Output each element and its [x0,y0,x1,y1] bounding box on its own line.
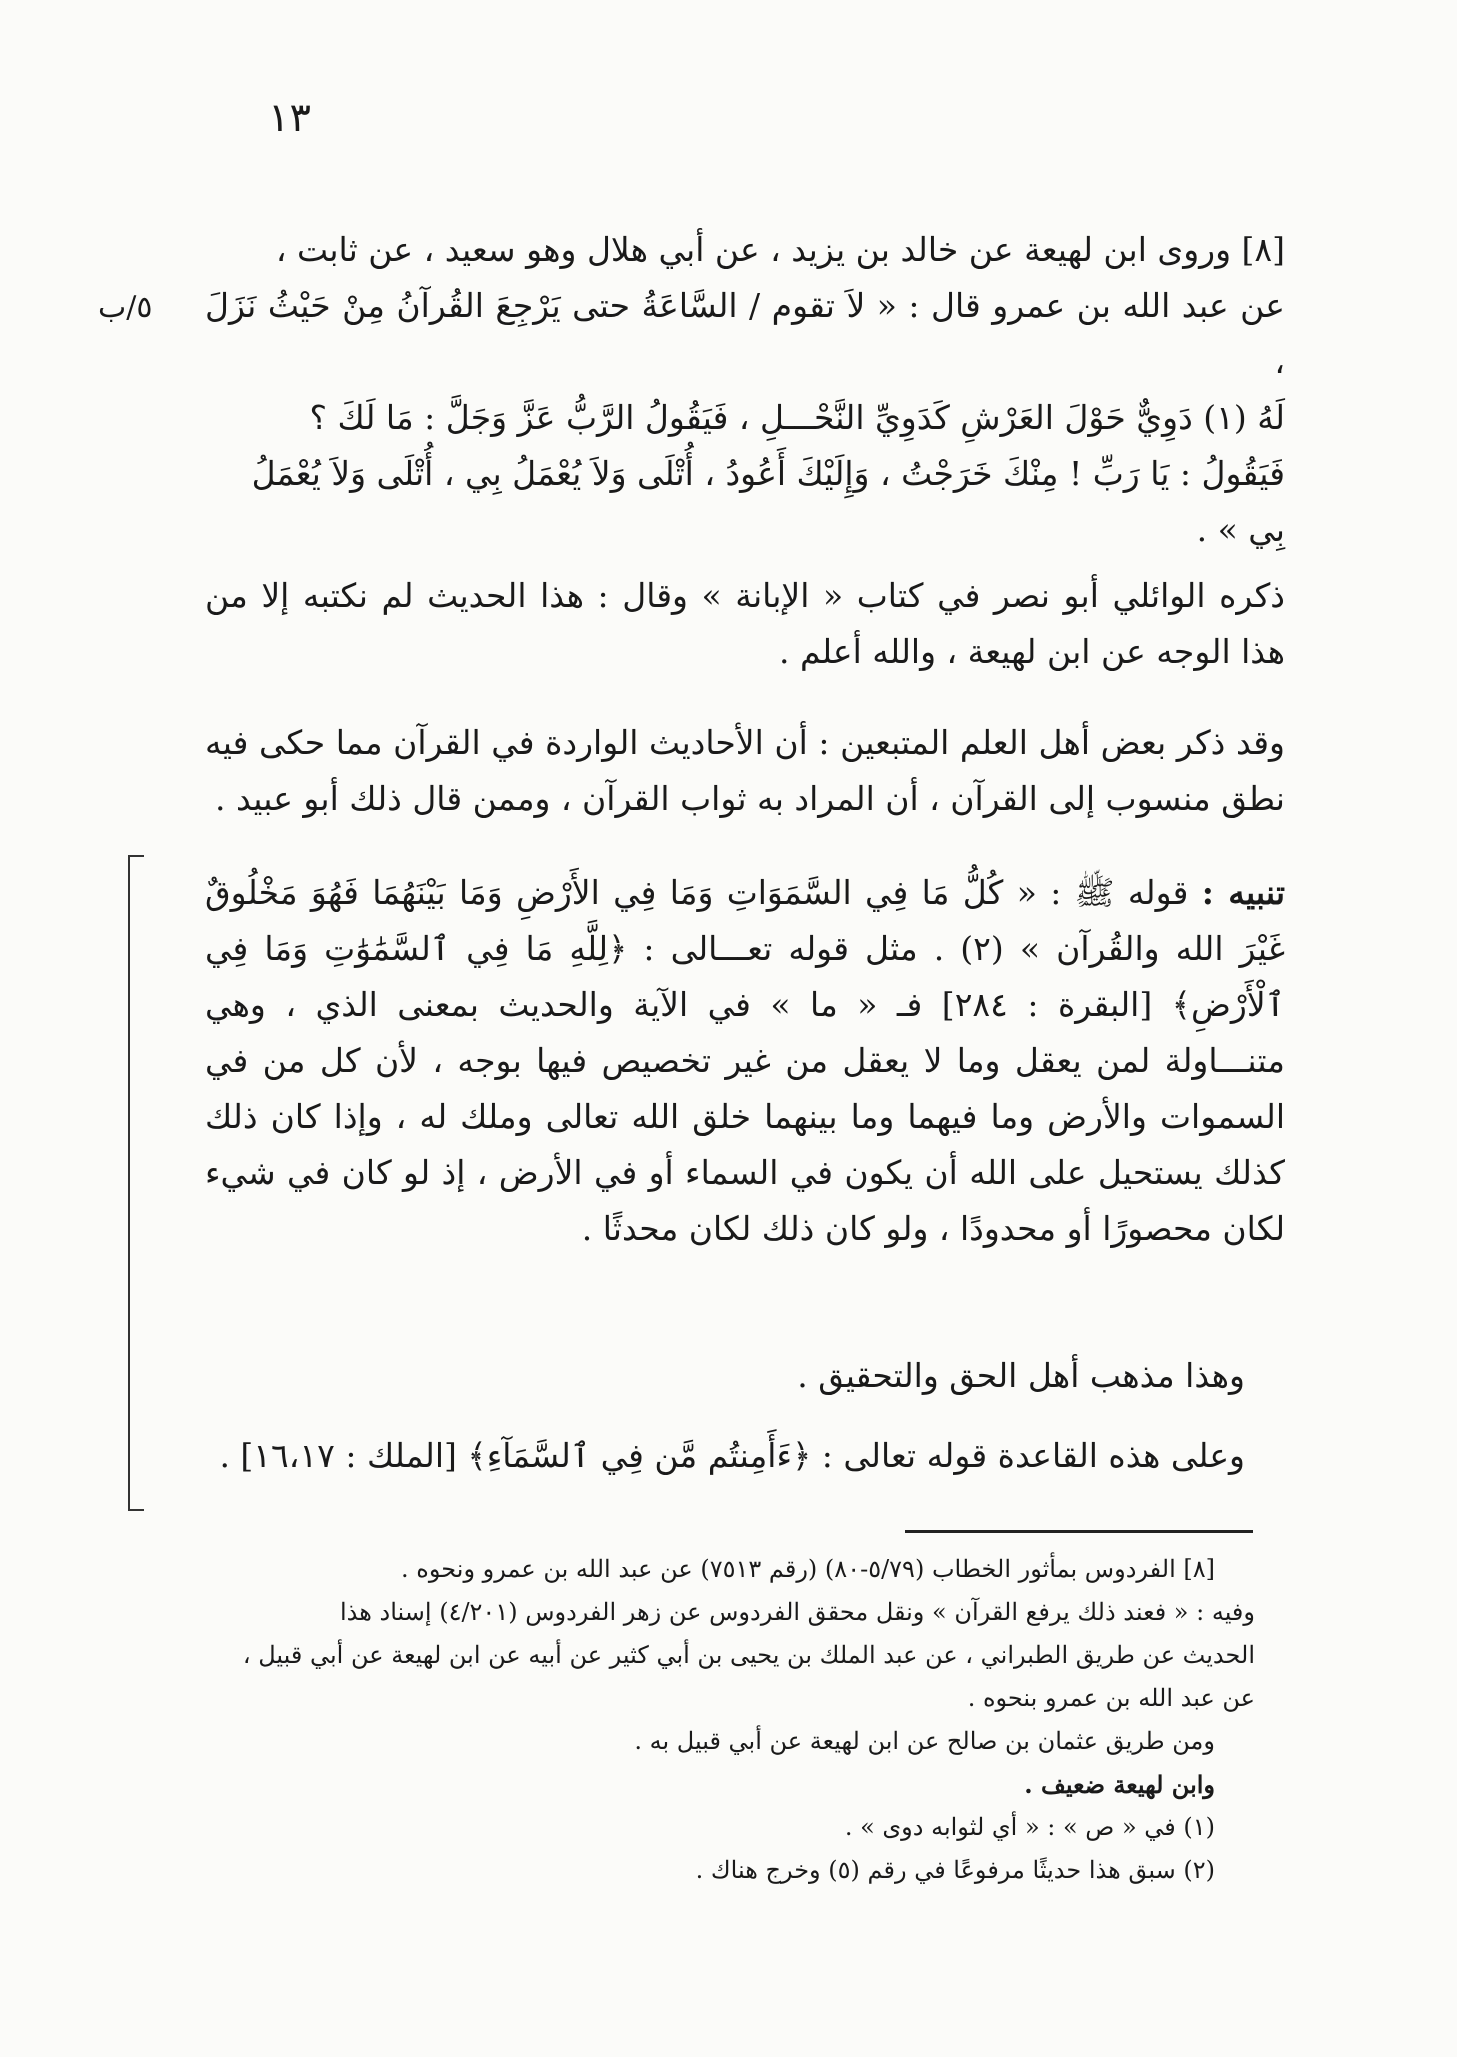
footnote-1: (١) في « ص » : « أي لثوابه دوى » . [844,1813,1215,1841]
footnote-8-line-1: [٨] الفردوس بمأثور الخطاب (٥/٧٩-٨٠) (رقم ٧٥١٣) عن عبد الله بن عمرو ونحوه . [401,1555,1215,1583]
footnote-divider [905,1530,1253,1533]
scholars-paragraph [205,715,1285,827]
source-text: ذكره الوائلي أبو نصر في كتاب « الإبانة » وقال : هذا الحديث لم نكتبه إلا من هذا الوجه عن ابن لهيعة ، والله أعلم . [205,576,1285,671]
hadith-line-1: [٨] وروى ابن لهيعة عن خالد بن يزيد ، عن أبي هلال وهو سعيد ، عن ثابت ، [275,230,1285,269]
tanbih-block [205,865,1285,1257]
source-paragraph [205,568,1285,680]
tanbih-paragraph [205,865,1285,1257]
qaida-paragraph [205,1428,1285,1484]
hadith-line-3: لَهُ (١) دَوِيٌّ حَوْلَ العَرْشِ كَدَوِيِّ النَّحْـــلِ ، فَيَقُولُ الرَّبُّ عَزَّ وَجَلَّ : مَا لَكَ ؟ [309,398,1285,437]
footnotes-section [170,1548,1255,1892]
scholars-text: وقد ذكر بعض أهل العلم المتبعين : أن الأحاديث الواردة في القرآن مما حكى فيه نطق منسوب إلى القرآن ، أن المراد به ثواب القرآن ، وممن قال ذلك أبو عبيد . [205,723,1285,818]
footnote-8-line-2: وفيه : « فعند ذلك يرفع القرآن » ونقل محقق الفردوس عن زهر الفردوس (٤/٢٠١) إسناد هذا [340,1598,1255,1626]
footnote-8-line-4: عن عبد الله بن عمرو بنحوه . [967,1684,1255,1712]
footnote-8-line-5: ومن طريق عثمان بن صالح عن ابن لهيعة عن أبي قبيل به . [634,1727,1215,1755]
madhhab-paragraph [205,1348,1285,1404]
hadith-paragraph [205,222,1285,558]
tanbih-label: تنبيه : [1201,873,1286,912]
hadith-line-4: فَيَقُولُ : يَا رَبِّ ! مِنْكَ خَرَجْتُ ، وَإِلَيْكَ أَعُودُ ، أُتْلَى وَلاَ يُعْمَلُ بِي ، أُتْلَى وَلاَ يُعْمَلُ [251,454,1285,493]
hadith-line-5: بِي » . [1196,510,1285,549]
footnote-8-line-6: وابن لهيعة ضعيف . [1024,1770,1215,1799]
footnote-8-line-3: الحديث عن طريق الطبراني ، عن عبد الملك بن يحيى بن أبي كثير عن أبيه عن ابن لهيعة عن أبي قبيل ، [242,1641,1255,1669]
footnote-2: (٢) سبق هذا حديثًا مرفوعًا في رقم (٥) وخرج هناك . [695,1856,1215,1884]
madhhab-text: وهذا مذهب أهل الحق والتحقيق . [797,1356,1245,1395]
margin-folio-note: ٥/ب [98,290,153,325]
margin-bracket [128,855,144,1511]
qaida-text: وعلى هذه القاعدة قوله تعالى : ﴿ءَأَمِنتُم مَّن فِي ٱلسَّمَآءِ﴾ [الملك : ١٦،١٧] . [219,1436,1245,1475]
tanbih-text: قوله ﷺ : « كُلُّ مَا فِي السَّمَوَاتِ وَمَا فِي الأَرْضِ وَمَا بَيْنَهُمَا فَهُوَ مَخْلُوقٌ غَيْرَ الله والقُرآن » (٢) . مثل قوله تعـــالى : ﴿لِلَّهِ مَا فِي ٱلسَّمَٰوَٰتِ وَمَا فِي ٱلْأَرْضِ﴾ [البقرة : ٢٨٤] فـ « ما » في الآية والحديث بمعنى الذي ، وهي متنـــاولة لمن يعقل وما لا يعقل من غير تخصيص فيها بوجه ، لأن كل من في السموات والأرض وما فيهما وما بينهما خلق الله تعالى وملك له ، وإذا كان ذلك كذلك يستحيل على الله أن يكون في السماء أو في الأرض ، إذ لو كان في شيء لكان محصورًا أو محدودًا ، ولو كان ذلك لكان محدثًا . [205,873,1285,1248]
page-number: ١٣ [268,95,311,141]
hadith-line-2: عن عبد الله بن عمرو قال : « لاَ تقوم / السَّاعَةُ حتى يَرْجِعَ القُرآنُ مِنْ حَيْثُ نَزَلَ ، [205,286,1285,381]
